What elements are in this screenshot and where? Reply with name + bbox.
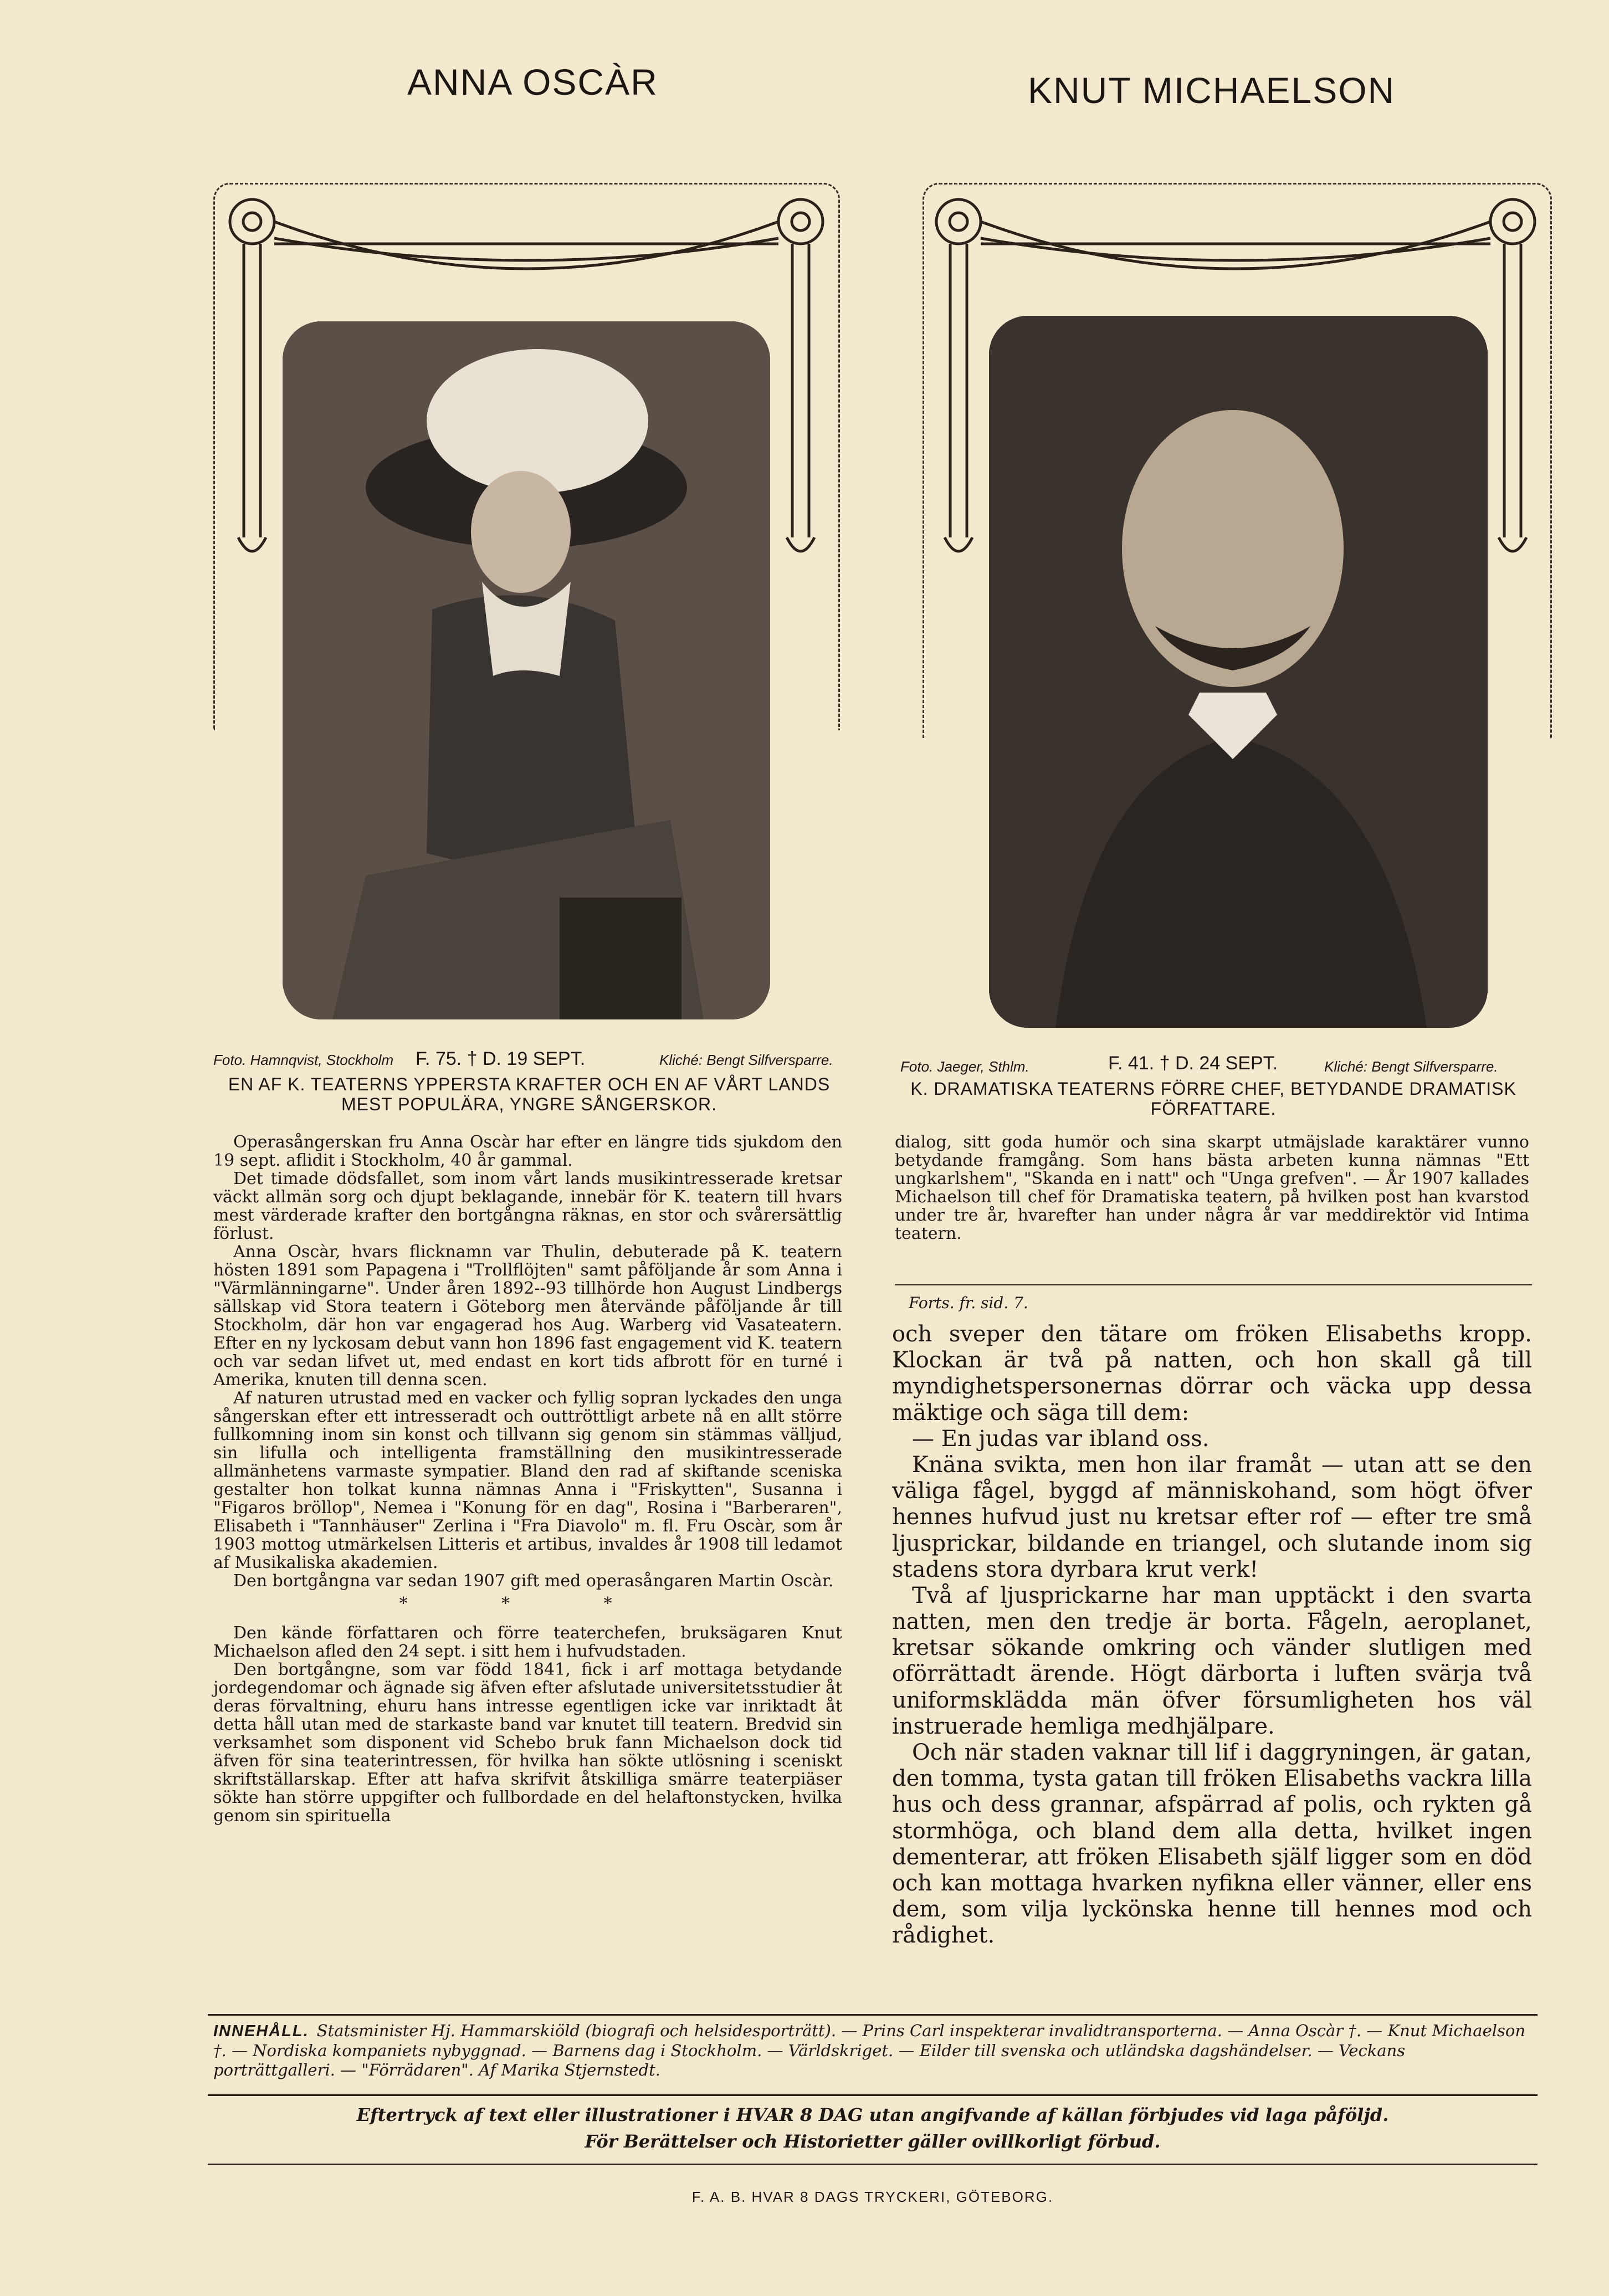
- woman-portrait-image: [283, 321, 770, 1019]
- continued-label: Forts. fr. sid. 7.: [909, 1294, 1028, 1312]
- story-paragraph: Två af ljusprickarne har man upptäckt i den svarta natten, men den tredje är borta. Fågeln, aeroplanet, kretsar sökande omkring och vänder slutligen med oförrättadt ärende. Högt därborta i luften svärja två uniformsklädda män öfver försumligheten hos väl instruerade hemliga medhjälpare.: [892, 1582, 1532, 1739]
- contents-text: Statsminister Hj. Hammarskiöld (biografi och helsidesporträtt). — Prins Carl inspekterar invalidtransporterna. — Anna Oscàr †. — Knut Michaelson †. — Nordiska kompaniets nybyggnad. — Barnens dag i Stockholm. — Världskriget. — Eilder till svenska och utländska dagshändelser. — Veckans porträttgalleri. — "Förrädaren". Af Marika Stjernstedt.: [213, 2021, 1526, 2079]
- right-cliche-credit: Kliché: Bengt Silfversparre.: [1324, 1058, 1498, 1075]
- story-paragraph: och sveper den tätare om fröken Elisabeths kropp. Klockan är två på natten, och hon skall gå till myndighetspersonernas dörrar och väcka upp dessa mäktige och säga till dem:: [892, 1321, 1532, 1426]
- left-paragraph: Den bortgångna var sedan 1907 gift med operasångaren Martin Oscàr.: [233, 1571, 834, 1591]
- right-photo-credit: Foto. Jaeger, Sthlm.: [900, 1058, 1029, 1075]
- contents-label: INNEHÅLL.: [213, 2022, 309, 2040]
- knut-michaelson-portrait: [989, 316, 1488, 1028]
- right-subhead: K. DRAMATISKA TEATERNS FÖRRE CHEF, BETYDANDE DRAMATISK FÖRFATTARE.: [910, 1079, 1516, 1119]
- left-article-column: [213, 1133, 842, 1825]
- right-story-column: [892, 1321, 1532, 1949]
- left-paragraph: Det timade dödsfallet, som inom vårt lands musikintresserade kretsar väckt allmän sorg och djupt beklagande, innebär för K. teatern till hvars mest värderade krafter den bortgångna räknas, en stor och svårersättlig förlust.: [213, 1169, 842, 1243]
- reprint-notice: Eftertryck af text eller illustrationer i HVAR 8 DAG utan angifvande af källan förbjudes vid laga påföljd.: [356, 2104, 1389, 2125]
- left-portrait-name: ANNA OSCÀR: [407, 62, 658, 102]
- footer-rule: [208, 2164, 1538, 2165]
- left-subhead: EN AF K. TEATERNS YPPERSTA KRAFTER OCH EN AF VÅRT LANDS MEST POPULÄRA, YNGRE SÅNGERSKOR.: [228, 1074, 831, 1114]
- story-paragraph: — En judas var ibland oss.: [912, 1426, 1210, 1452]
- right-obituary-continuation: [895, 1133, 1529, 1243]
- left-paragraph: Den bortgångne, som var född 1841, fick i arf mottaga betydande jordegendomar och ägnade sig äfven efter afslutade universitetsstudier åt deras förvaltning, ehuru hans intresse egentligen icke var inriktadt åt detta håll utan med de starkaste band var knutet till teatern. Bredvid sin verksamhet som disponent vid Schebo bruk fann Michaelson dock tid äfven för sina teaterintressen, för hvilka han sökte utlösning i sceniskt skriftställarskap. Efter att hafva skrifvit åtskilliga smärre teaterpiäser sökte han större uppgifter och fullbordade en del helaftonstycken, hvilka genom sin spirituella: [213, 1660, 842, 1826]
- left-paragraph: Anna Oscàr, hvars flicknamn var Thulin, debuterade på K. teatern hösten 1891 som Papagena i "Trollflöjten" samt påföljande år som Anna i "Värmlänningarne". Under åren 1892--93 tillhörde hon August Lindbergs sällskap vid Stora teatern i Göteborg men återvände påföljande år till Stockholm, där hon var engagerad hos Aug. Warberg vid Vasateatern. Efter en ny lyckosam debut vann hon 1896 fast engagement vid K. teatern och var sedan lifvet ut, med endast en kort tids afbrott för en turné i Amerika, knuten till denna scen.: [213, 1242, 842, 1390]
- left-paragraph: Den kände författaren och förre teaterchefen, bruksägaren Knut Michaelson afled den 24 sept. i sitt hem i hufvudstaden.: [213, 1623, 842, 1661]
- column-divider: [895, 1284, 1532, 1285]
- section-stars: * * *: [399, 1594, 657, 1613]
- story-paragraph: Knäna svikta, men hon ilar framåt — utan att se den väliga fågel, byggd af människohand, som högt öfver hennes hufvud just nu kretsar efter rof — efter tre små ljusprickar, bildande en triangel, och slutande inom sig stadens stora dyrbara krut verk!: [892, 1452, 1532, 1582]
- contents-bottom-rule: [208, 2094, 1538, 2096]
- story-paragraph: Och när staden vaknar till lif i daggryningen, är gatan, den tomma, tysta gatan till fröken Elisabeths vackra lilla hus och dess grannar, afspärrad af polis, och rykten gå stormhöga, och bland dem alla detta, hvilket ingen dementerar, att fröken Elisabeth själf ligger som en död och kan mottaga hvarken nyfikna eller vänner, eller ens dem, som vilja lyckönska henne till hennes mod och rådighet.: [892, 1740, 1532, 1949]
- right-portrait-name: KNUT MICHAELSON: [1028, 70, 1396, 111]
- left-paragraph: Af naturen utrustad med en vacker och fyllig sopran lyckades den unga sångerskan efter ett intresseradt och outtröttligt arbete nå en allt större fullkomning inom sin konst och tillvann sig genom sin stämmas välljud, sin lifulla och intelligenta framställning den musikintresserade allmänhetens varmaste sympatier. Bland den rad af skiftande sceniska gestalter hon tolkat kunna nämnas Anna i "Friskytten", Susanna i "Figaros bröllop", Nemea i "Konung för en dag", Rosina i "Barberaren", Elisabeth i "Tannhäuser" Zerlina i "Fra Diavolo" m. fl. Fru Oscàr, som år 1903 mottog utmärkelsen Litteris et artibus, invaldes år 1908 till ledamot af Musikaliska akademien.: [213, 1388, 842, 1572]
- contents-top-rule: [208, 2014, 1538, 2016]
- left-dates: F. 75. † D. 19 SEPT.: [416, 1048, 586, 1069]
- left-photo-credit: Foto. Hamnqvist, Stockholm: [213, 1052, 394, 1068]
- left-paragraph: Operasångerskan fru Anna Oscàr har efter en längre tids sjukdom den 19 sept. aflidit i Stockholm, 40 år gammal.: [213, 1132, 842, 1170]
- contents-section: [213, 2021, 1526, 2079]
- right-dates: F. 41. † D. 24 SEPT.: [1108, 1053, 1278, 1074]
- left-cliche-credit: Kliché: Bengt Silfversparre.: [659, 1052, 833, 1068]
- printer-credit: F. A. B. HVAR 8 DAGS TRYCKERI, GÖTEBORG.: [691, 2189, 1054, 2205]
- anna-oscar-portrait: [283, 321, 770, 1019]
- man-portrait-image: [989, 316, 1488, 1028]
- right-paragraph: dialog, sitt goda humör och sina skarpt utmäjslade karaktärer vunno betydande framgång. Som hans bästa arbeten kunna nämnas "Ett ungkarlshem", "Skanda en i natt" och "Unga grefven". — År 1907 kallades Michaelson till chef för Dramatiska teatern, på hvilken post han kvarstod under tre år, hvarefter han under några år var meddirektör vid Intima teatern.: [895, 1132, 1529, 1243]
- prohibition-notice: För Berättelser och Historietter gäller ovillkorligt förbud.: [585, 2131, 1161, 2152]
